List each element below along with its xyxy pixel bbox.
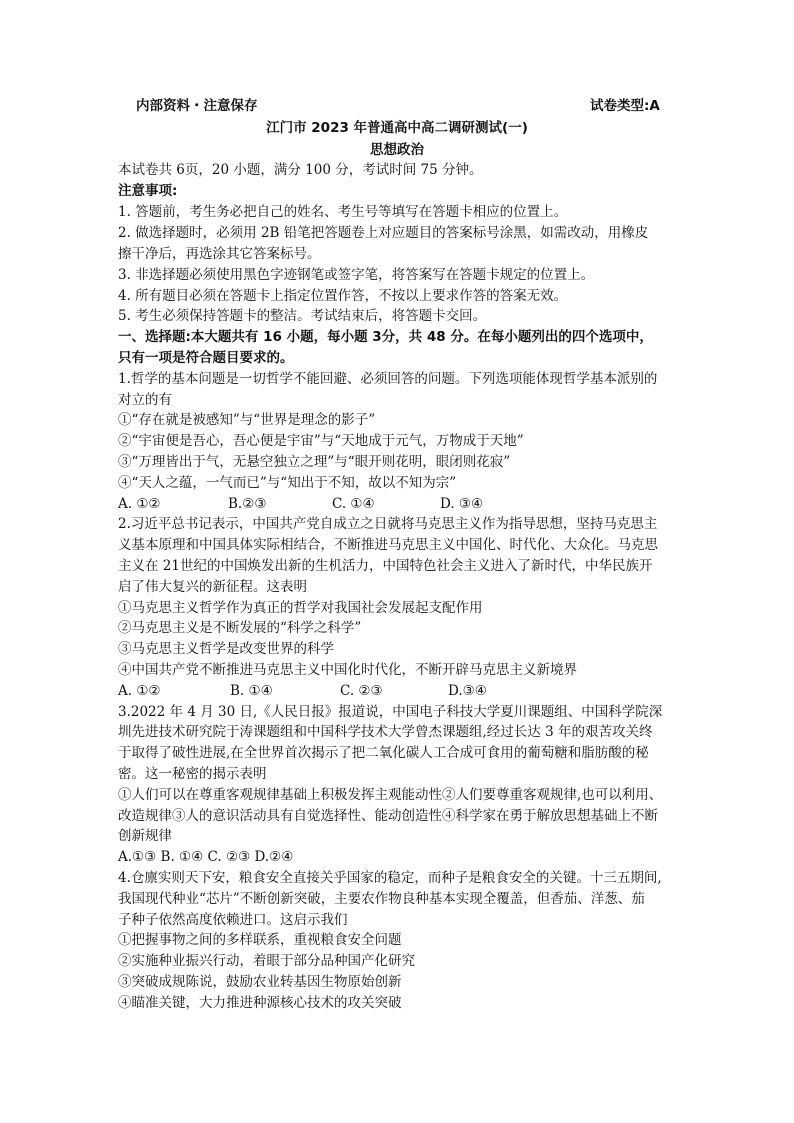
- q2-stem: 义基本原理和中国具体实际相结合，不断推进马克思主义中国化、时代化、大众化。马克思: [118, 537, 658, 553]
- notes-item: 2. 做选择题时，必须用 2B 铅笔把答题卷上对应题目的答案标号涂黑，如需改动，用橡皮: [118, 225, 649, 241]
- q3-stem: 圳先进技术研究院于涛课题组和中国科学技术大学曾杰课题组,经过长达 3 年的艰苦攻关终: [118, 724, 653, 740]
- q2-stem: 主义在 21世纪的中国焕发出新的生机活力，中国特色社会主义进入了新时代，中华民族开: [118, 558, 653, 574]
- q2-stem: 2.习近平总书记表示，中国共产党自成立之日就将马克思主义作为指导思想，坚持马克思主: [118, 516, 658, 532]
- q2-option-c: C. ②③: [340, 683, 383, 699]
- q1-option-b: B.②③: [228, 496, 267, 512]
- q3-item: 创新规律: [118, 828, 172, 844]
- q4-item: ③突破成规陈说，鼓励农业转基因生物原始创新: [118, 974, 402, 990]
- q4-stem: 子种子依然高度依赖进口。这启示我们: [118, 912, 348, 928]
- q1-stem: 1.哲学的基本问题是一切哲学不能回避、必须回答的问题。下列选项能体现哲学基本派别的: [118, 371, 658, 387]
- q3-stem: 密。这一秘密的揭示表明: [118, 766, 267, 782]
- q3-stem: 于取得了破性进展,在全世界首次揭示了把二氧化碳人工合成可食用的葡萄糖和脂肪酸的秘: [118, 745, 649, 761]
- q2-stem: 启了伟大复兴的新征程。这表明: [118, 579, 307, 595]
- q2-option-a: A. ①②: [118, 683, 161, 699]
- exam-subject: 思想政治: [370, 142, 424, 158]
- q2-item: ①马克思主义哲学作为真正的哲学对我国社会发展起支配作用: [118, 600, 483, 616]
- header-left: 内部资料・注意保存: [136, 98, 258, 114]
- notes-item: 3. 非选择题必须使用黑色字迹钢笔或签字笔，将答案写在答题卡规定的位置上。: [118, 267, 595, 283]
- intro-text: 本试卷共 6页，20 小题，满分 100 分，考试时间 75 分钟。: [118, 162, 483, 178]
- q3-options: A.①③ B. ①④ C. ②③ D.②④: [118, 849, 294, 865]
- notes-item: 4. 所有题目必须在答题卡上指定位置作答，不按以上要求作答的答案无效。: [118, 288, 568, 304]
- q4-item: ②实施种业振兴行动，着眼于部分品种国产化研究: [118, 953, 415, 969]
- header-right: 试卷类型:A: [590, 98, 660, 114]
- q4-stem: 我国现代种业“芯片”不断创新突破，主要农作物良种基本实现全覆盖，但香茄、洋葱、茄: [118, 891, 645, 907]
- notes-item: 1. 答题前，考生务必把自己的姓名、考生号等填写在答题卡相应的位置上。: [118, 204, 568, 220]
- q2-option-d: D.③④: [448, 683, 487, 699]
- q1-options: [118, 494, 718, 514]
- notes-heading: 注意事项:: [118, 183, 178, 199]
- q1-item: ②“宇宙便是吾心，吾心便是宇宙”与“天地成于元气，万物成于天地”: [118, 433, 524, 449]
- q3-stem: 3.2022 年 4 月 30 日,《人民日报》报道说，中国电子科技大学夏川课题组、中国科学院深: [118, 704, 663, 720]
- q1-item: ③“万理皆出于气，无悬空独立之理”与“眼开则花明，眼闭则花寂”: [118, 454, 511, 470]
- q4-stem: 4.仓廪实则天下安，粮食安全直接关乎国家的稳定，而种子是粮食安全的关键。十三五期间,: [118, 870, 662, 886]
- q2-item: ②马克思主义是不断发展的“科学之科学”: [118, 620, 362, 636]
- q2-item: ④中国共产党不断推进马克思主义中国化时代化，不断开辟马克思主义新境界: [118, 662, 577, 678]
- notes-item: 5. 考生必须保持答题卡的整洁。考试结束后，将答题卡交回。: [118, 308, 487, 324]
- q1-stem: 对立的有: [118, 392, 172, 408]
- exam-title: 江门市 2023 年普通高中高二调研测试(一): [266, 120, 528, 136]
- q2-options: [118, 681, 718, 701]
- section1-heading: 一、选择题:本大题共有 16 小题，每小题 3分，共 48 分。在每小题列出的四个选项中，: [118, 329, 653, 345]
- q4-item: ①把握事物之间的多样联系，重视粮食安全问题: [118, 932, 402, 948]
- q1-item: ①“存在就是被感知”与“世界是理念的影子”: [118, 412, 376, 428]
- section1-heading-cont: 只有一项是符合题目要求的。: [118, 350, 294, 366]
- q4-item: ④瞄准关键，大力推进种源核心技术的攻关突破: [118, 995, 402, 1011]
- q1-item: ④“天人之蕴，一气而已”与“知出于不知，故以不知为宗”: [118, 475, 457, 491]
- q1-option-c: C. ①④: [332, 496, 375, 512]
- q2-option-b: B. ①④: [230, 683, 273, 699]
- q3-item: 改造规律③人的意识活动具有自觉选择性、能动创造性④科学家在勇于解放思想基础上不断: [118, 808, 658, 824]
- q2-item: ③马克思主义哲学是改变世界的科学: [118, 641, 334, 657]
- q3-item: ①人们可以在尊重客观规律基础上积极发挥主观能动性②人们要尊重客观规律,也可以利用、: [118, 787, 663, 803]
- notes-item: 擦干净后，再选涂其它答案标号。: [118, 246, 321, 262]
- q1-option-d: D. ③④: [440, 496, 484, 512]
- q1-option-a: A. ①②: [118, 496, 161, 512]
